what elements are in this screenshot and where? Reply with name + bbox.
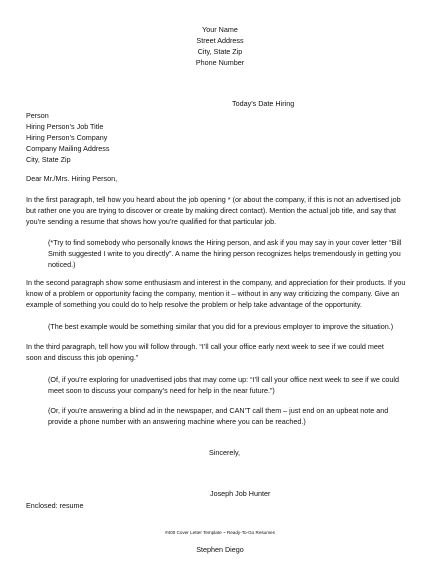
paragraph-line: Smith suggested I write to you directly”. A name the hiring person recognizes helps tremendously in getting you: [48, 249, 401, 258]
recipient-person: Person: [26, 111, 49, 120]
paragraph-line: (*Try to find somebody who personally knows the Hiring person, and ask if you may say in your cover letter “Bill: [48, 238, 402, 247]
sender-phone: Phone Number: [195, 58, 245, 67]
sender-city: City, State Zip: [197, 47, 243, 56]
recipient-job-title: Hiring Person’s Job Title: [26, 122, 104, 131]
paragraph-2-note: [48, 321, 418, 332]
paragraph-line: but rather one you are trying to discover or create by making direct contact). Mention the actual job title, and say that: [26, 206, 396, 215]
footer-template-note: #400 Cover Letter Template ~ Ready-To-Go Resumes: [165, 530, 275, 535]
date-line: Today’s Date Hiring: [232, 99, 295, 108]
paragraph-line: (Or, if you’re answering a blind ad in the newspaper, and CAN’T call them – just end on an upbeat note and: [48, 406, 389, 415]
paragraph-1: [26, 194, 418, 227]
recipient-block: [26, 110, 110, 165]
paragraph-line: provide a phone number with an answering machine where you can be reached.): [48, 417, 306, 426]
salutation: Dear Mr./Mrs. Hiring Person,: [26, 174, 118, 183]
paragraph-line: meet soon to discuss your company’s need for help in the near future.”): [48, 386, 275, 395]
paragraph-line: In the third paragraph, tell how you will follow through. “I’ll call your office early next week to see if we could meet: [26, 342, 384, 351]
paragraph-line: example of something you could do to help resolve the problem or help take advantage of the opportunity.: [26, 300, 362, 309]
recipient-company: Hiring Person’s Company: [26, 133, 108, 142]
paragraph-line: (The best example would be something similar that you did for a previous employer to improve the situation.): [48, 322, 394, 331]
paragraph-line: you’re sending a resume that shows how you’re qualified for that particular job.: [26, 217, 277, 226]
paragraph-line: know of a problem or opportunity facing the company, mention it – without in any way criticizing the company. Give an: [26, 289, 400, 298]
closing: Sincerely,: [209, 448, 241, 457]
paragraph-3-alternative-1: [48, 374, 418, 396]
paragraph-line: In the first paragraph, tell how you heard about the job opening * (or about the company, if this is not an advertised job: [26, 195, 401, 204]
recipient-city: City, State Zip: [26, 155, 71, 164]
paragraph-3: [26, 341, 418, 363]
paragraph-1-note: [48, 237, 418, 270]
paragraph-3-alternative-2: [48, 405, 418, 427]
signer-name: Joseph Job Hunter: [210, 489, 271, 498]
recipient-address: Company Mailing Address: [26, 144, 110, 153]
sender-block: [0, 24, 440, 68]
paragraph-2: [26, 277, 418, 310]
paragraph-line: soon and discuss this job opening.”: [26, 353, 139, 362]
footer-name: Stephen Diego: [196, 545, 244, 554]
enclosure-note: Enclosed: resume: [26, 501, 84, 510]
paragraph-line: noticed.): [48, 260, 76, 269]
paragraph-line: In the second paragraph show some enthusiasm and interest in the company, and appreciation for their products. If you: [26, 278, 406, 287]
sender-name: Your Name: [202, 25, 238, 34]
sender-street: Street Address: [196, 36, 244, 45]
paragraph-line: (Of, if you’re exploring for unadvertised jobs that may come up: “I’ll call your office next week to see if we could: [48, 375, 400, 384]
